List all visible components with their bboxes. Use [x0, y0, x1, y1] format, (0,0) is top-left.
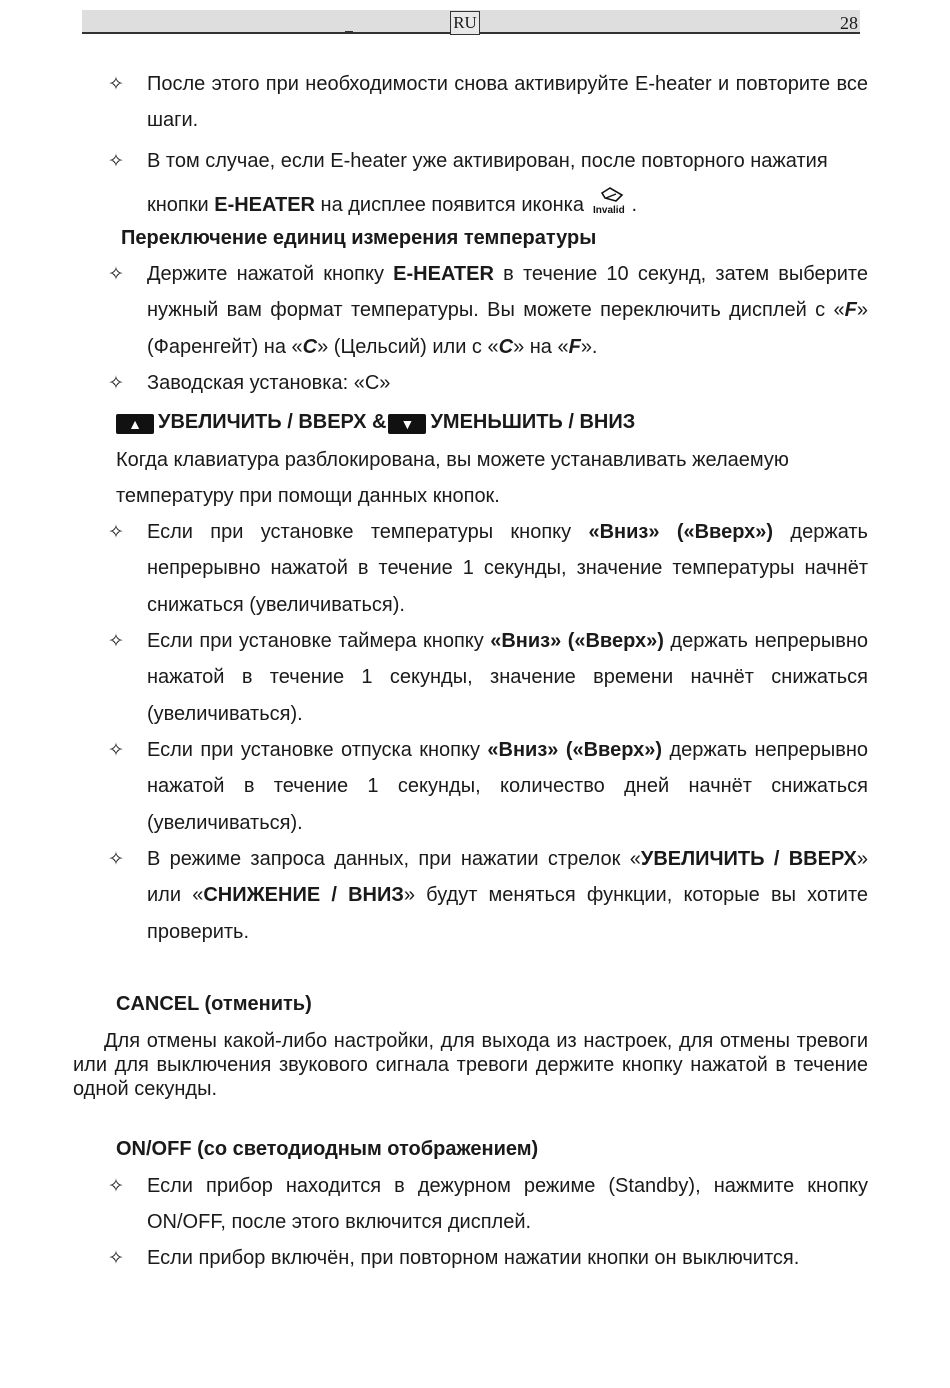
bullet-icon: ✧: [108, 521, 124, 543]
language-label: RU: [450, 11, 480, 35]
list-item: [108, 1168, 868, 1241]
bullet-icon: ✧: [108, 739, 124, 761]
bullet-icon: ✧: [108, 848, 124, 870]
cancel-paragraph: Для отмены какой-либо настройки, для выхода из настроек, для отмены тревоги или для выключения звукового сигнала тревоги держите кнопку нажатой в течение одной секунды.: [73, 1030, 868, 1100]
bullet-icon: ✧: [108, 73, 124, 95]
page-number: 28: [840, 13, 858, 33]
list-item: [108, 514, 868, 623]
list-item-text: В том случае, если E-heater уже активирован, после повторного нажатия кнопки E-HEATER на дисплее появится иконка Invalid .: [147, 150, 828, 216]
bullet-icon: ✧: [108, 630, 124, 652]
list-item: [108, 841, 868, 950]
list-item-text: Держите нажатой кнопку E-HEATER в течение 10 секунд, затем выберите нужный вам формат температуры. Вы можете переключить дисплей с «F» (Фаренгейт) на «C» (Цельсий) или с «C» на «F».: [147, 263, 868, 358]
bullet-icon: ✧: [108, 1247, 124, 1269]
bullet-icon: ✧: [108, 150, 124, 172]
list-item-text: Если при установке таймера кнопку «Вниз» («Вверх») держать непрерывно нажатой в течение 1 секунды, значение времени начнёт снижаться (увеличиваться).: [147, 630, 868, 725]
bullet-icon: ✧: [108, 372, 124, 394]
arrow-down-icon: ▼: [388, 414, 426, 434]
list-item-text: Заводская установка: «С»: [147, 372, 391, 394]
list-item-text: В режиме запроса данных, при нажатии стрелок «УВЕЛИЧИТЬ / ВВЕРХ» или «СНИЖЕНИЕ / ВНИЗ» будут меняться функции, которые вы хотите проверить.: [147, 848, 869, 943]
list-item-text: Если при установке температуры кнопку «Вниз» («Вверх») держать непрерывно нажатой в течение 1 секунды, значение температуры начнёт снижаться (увеличиваться).: [147, 521, 868, 616]
intro-paragraph: Когда клавиатура разблокирована, вы можете устанавливать желаемую температуру при помощи данных кнопок.: [116, 449, 789, 507]
onoff-heading: ON/OFF (со светодиодным отображением): [116, 1138, 539, 1160]
list-item: [108, 623, 868, 732]
up-down-heading: ▲ УВЕЛИЧИТЬ / ВВЕРХ & ▼ УМЕНЬШИТЬ / ВНИЗ: [116, 404, 635, 440]
bullet-icon: ✧: [108, 1175, 124, 1197]
list-item-text: После этого при необходимости снова активируйте E-heater и повторите все шаги.: [147, 73, 868, 132]
section-heading: Переключение единиц измерения температуры: [121, 227, 597, 249]
bullet-icon: ✧: [108, 263, 124, 285]
list-item: [108, 256, 868, 365]
list-item-text: Если прибор находится в дежурном режиме (Standby), нажмите кнопку ON/OFF, после этого включится дисплей.: [147, 1175, 868, 1234]
list-item: [108, 732, 868, 841]
arrow-up-icon: ▲: [116, 414, 154, 434]
list-item-text: Если при установке отпуска кнопку «Вниз» («Вверх») держать непрерывно нажатой в течение 1 секунды, количество дней начнёт снижаться (увеличиваться).: [147, 739, 868, 834]
cancel-heading: CANCEL (отменить): [116, 993, 312, 1015]
invalid-icon: [592, 187, 632, 217]
svg-text:Invalid: Invalid: [592, 205, 625, 216]
list-item: [108, 139, 868, 227]
header-tick: [345, 31, 353, 34]
list-item: [108, 1240, 868, 1276]
list-item-text: Если прибор включён, при повторном нажатии кнопки он выключится.: [147, 1247, 800, 1269]
list-item: [108, 365, 868, 401]
list-item: [108, 66, 868, 139]
